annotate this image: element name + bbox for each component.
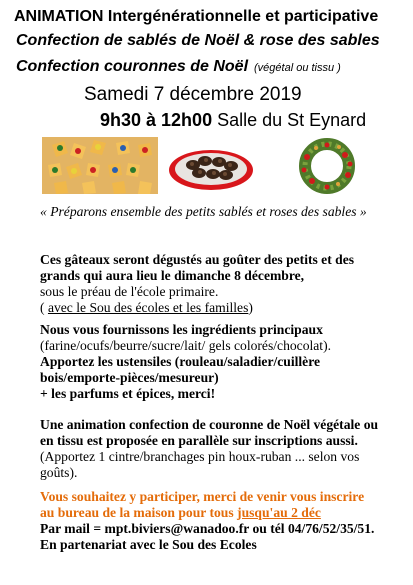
event-place: Salle du St Eynard: [217, 110, 367, 130]
tasting-bold-text: Ces gâteaux seront dégustés au goûter des petits et des grands qui aura lieu le dimanche 8 décembre,: [40, 252, 355, 283]
tasting-paren-close: ): [248, 300, 253, 315]
paragraph-wreath: [40, 417, 380, 481]
wreath-materials: (Apportez 1 cintre/branchages pin houx-ruban ... selon vos goûts).: [40, 449, 360, 480]
paragraph-registration: [40, 489, 380, 553]
title-line-3: [16, 58, 341, 76]
title-wreath: Confection couronnes de Noël: [16, 58, 249, 75]
ingredients-list: (farine/ocufs/beurre/sucre/lait/ gels colorés/chocolat).: [40, 338, 332, 353]
wreath-bold-text: Une animation confection de couronne de Noël végétale ou en tissu est proposée en parallèle sur inscriptions aussi.: [40, 417, 379, 448]
tasting-partners: avec le Sou des écoles et les familles: [47, 300, 249, 315]
contact-info: Par mail = mpt.biviers@wanadoo.fr ou tél 04/76/52/35/51.: [40, 521, 375, 536]
tasting-location: sous le préau de l'école primaire.: [40, 284, 219, 299]
registration-text: Vous souhaitez y participer, merci de venir vous inscrire au bureau de la maison pour tous: [40, 489, 365, 520]
chocolate-roses-photo: [165, 137, 256, 194]
partner-text: En partenariat avec le Sou des Ecoles: [40, 537, 257, 552]
paragraph-ingredients: [40, 322, 380, 402]
title-line-1: [14, 8, 378, 26]
event-date: Samedi 7 décembre 2019: [84, 84, 302, 105]
title-wreath-note: (végétal ou tissu ): [254, 62, 341, 74]
spices-text: + les parfums et épices, merci!: [40, 386, 216, 401]
paragraph-tasting: [40, 252, 380, 316]
event-time: 9h30 à 12h00: [100, 110, 213, 130]
intro-quote: « Préparons ensemble des petits sablés et roses des sables »: [40, 204, 367, 219]
christmas-wreath-photo: [282, 137, 372, 194]
title-animation: ANIMATION: [14, 8, 104, 25]
ingredients-heading: Nous vous fournissons les ingrédients principaux: [40, 322, 323, 337]
registration-deadline: jusqu'au 2 déc: [237, 505, 321, 520]
tasting-paren-open: (: [40, 300, 48, 315]
utensils-text: Apportez les ustensiles (rouleau/saladier/cuillère bois/emporte-pièces/mesureur): [40, 354, 321, 385]
event-time-place: [100, 110, 366, 131]
title-subtitle: Intergénérationnelle et participative: [107, 8, 379, 25]
christmas-cookies-photo: [42, 137, 158, 194]
title-line-2: Confection de sablés de Noël & rose des sables: [16, 32, 380, 49]
